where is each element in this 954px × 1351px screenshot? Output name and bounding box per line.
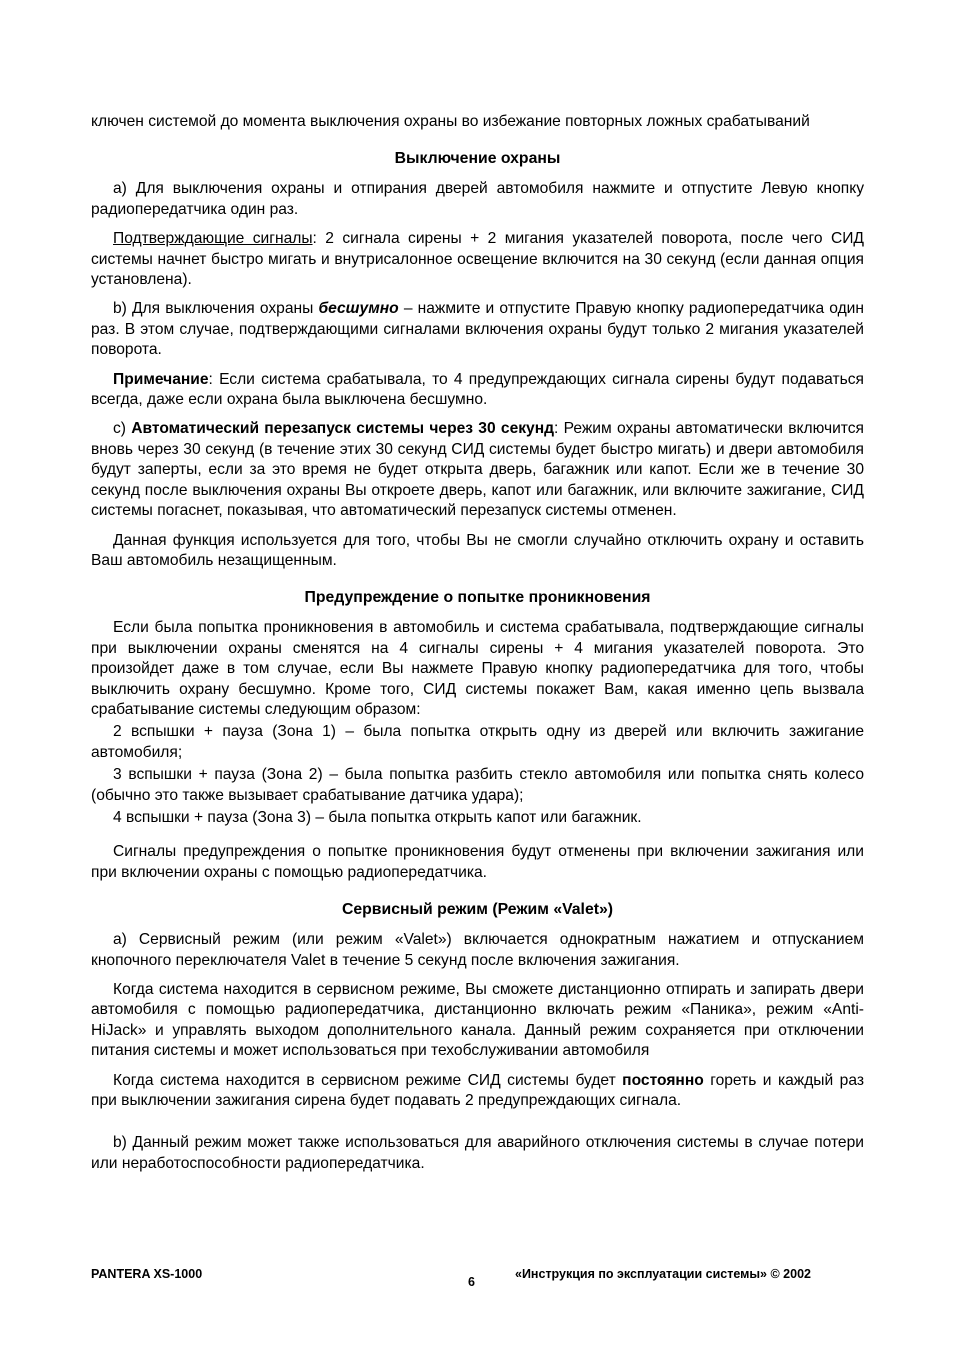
auto-rearm-label: Автоматический перезапуск системы через 30 секунд [131, 420, 555, 438]
disarm-paragraph-c [91, 419, 864, 521]
heading-valet: Сервисный режим (Режим «Valet») [341, 901, 614, 919]
footer-product-name: PANTERA XS-1000 [91, 1267, 203, 1281]
disarm-b-text-2: – нажмите и отпустите Правую кнопку радиопередатчика один раз. В этом случае, подтверждающими сигналами включения охраны будут только 2 мигания указателей поворота. [91, 300, 864, 359]
disarm-b-text: b) Для выключения охраны [113, 300, 319, 318]
valet-paragraph-b: b) Данный режим может также использоваться для аварийного отключения системы в случае потери или неработоспособности радиопередатчика. [91, 1134, 864, 1172]
function-paragraph: Данная функция используется для того, чтобы Вы не смогли случайно отключить охрану и оставить Ваш автомобиль незащищенным. [91, 531, 864, 569]
note-label: Примечание [113, 370, 209, 388]
zone-item: 4 вспышки + пауза (Зона 3) – была попытка открыть капот или багажник. [113, 808, 642, 826]
disarm-paragraph-b [91, 299, 864, 360]
confirm-signals-label: Подтверждающие сигналы [113, 230, 313, 248]
intrusion-paragraph-1: Если была попытка проникновения в автомобиль и система срабатывала, подтверждающие сигналы при выключении охраны сменятся на 4 сигналы сирены + 4 мигания указателей поворота. Это произойдет даже в том случае, если Вы нажмете Правую кнопку радиопередатчика для того, чтобы выключить охрану бесшумно. Кроме того, СИД системы покажет Вам, какая именно цепь вызвала срабатывание системы следующим образом: [91, 619, 864, 718]
note-text: : Если система срабатывала, то 4 предупреждающих сигнала сирены будут подаваться всегда, даже если охрана была выключена бесшумно. [91, 370, 864, 409]
note-paragraph [91, 370, 864, 411]
footer-page-number: 6 [468, 1275, 475, 1289]
zone-item: 2 вспышки + пауза (Зона 1) – была попытка открыть одну из дверей или включить зажигание автомобиля; [91, 723, 864, 761]
confirm-signals-text: : 2 сигнала сирены + 2 мигания указателей поворота, после чего СИД системы начнет быстро мигать и внутрисалонное освещение включится на 30 секунд (если данная опция установлена). [91, 230, 864, 289]
disarm-c-text: : Режим охраны автоматически включится вновь через 30 секунд (в течение этих 30 секунд СИД системы будет быстро мигать) и двери автомобиля будут заперты, если за это время не будет открыта дверь, багажник или капот. Если же в течение 30 секунд после выключения охраны Вы откроете дверь, капот или багажник, или включите зажигание, СИД системы погаснет, показывая, что автоматический перезапуск системы отменен. [91, 420, 864, 520]
footer-manual-title: «Инструкция по эксплуатации системы» © 2002 [515, 1267, 811, 1281]
disarm-c-prefix: с) [113, 420, 132, 438]
valet-3-text: Когда система находится в сервисном режиме СИД системы будет [113, 1071, 623, 1089]
intrusion-paragraph-2: Сигналы предупреждения о попытке проникновения будут отменены при включении зажигания или при включении охраны с помощью радиопередатчика. [91, 843, 864, 881]
heading-disarm: Выключение охраны [394, 150, 561, 168]
valet-paragraph-a: а) Сервисный режим (или режим «Valet») включается однократным нажатием и отпусканием кнопочного переключателя Valet в течение 5 секунд после включения зажигания. [91, 931, 864, 969]
heading-intrusion-warning: Предупреждение о попытке проникновения [304, 589, 651, 607]
valet-3-text-2: гореть и каждый раз при выключении зажигания сирена будет подавать 2 предупреждающих сигнала. [91, 1071, 864, 1110]
silent-emphasis: бесшумно [318, 300, 399, 318]
page-body [91, 112, 864, 1174]
constantly-emphasis: постоянно [622, 1071, 704, 1089]
zone-item: 3 вспышки + пауза (Зона 2) – была попытка разбить стекло автомобиля или попытка снять колесо (обычно это также вызывает срабатывание датчика удара); [91, 766, 864, 804]
disarm-paragraph-a: а) Для выключения охраны и отпирания дверей автомобиля нажмите и отпустите Левую кнопку радиопередатчика один раз. [91, 180, 864, 218]
confirm-signals-paragraph [91, 229, 864, 290]
valet-paragraph-3 [91, 1071, 864, 1112]
intro-paragraph: ключен системой до момента выключения охраны во избежание повторных ложных срабатываний [91, 113, 810, 130]
valet-paragraph-2: Когда система находится в сервисном режиме, Вы сможете дистанционно отпирать и запирать двери автомобиля с помощью радиопередатчика, дистанционно включать режим «Паника», режим «Anti-HiJack» и управлять выходом дополнительного канала. Данный режим сохраняется при отключении питания системы и может использоваться при техобслуживании автомобиля [91, 981, 864, 1060]
